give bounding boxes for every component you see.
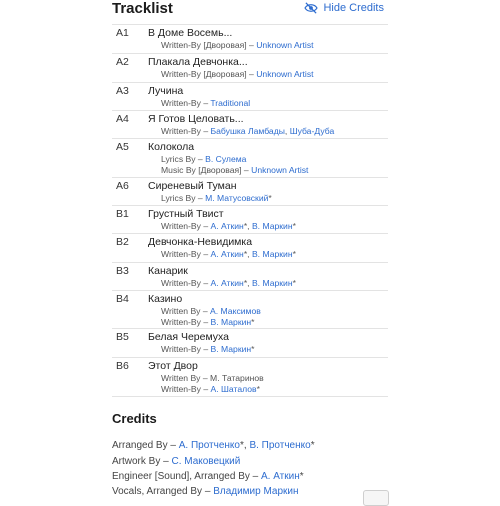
track-title: Белая Черемуха xyxy=(148,331,230,343)
artist-link[interactable]: В. Сулема xyxy=(205,154,247,164)
name-variation-star: * xyxy=(243,221,248,231)
credit-role: Written-By [Дворовая] – xyxy=(161,40,254,50)
eye-slash-icon xyxy=(304,2,318,14)
artist-link[interactable]: В. Маркин xyxy=(210,344,252,354)
track-credit xyxy=(161,69,314,79)
artist-link[interactable]: А. Максимов xyxy=(210,306,261,316)
name-separator: , xyxy=(247,249,250,259)
track-position: A2 xyxy=(116,56,129,68)
track-position: A5 xyxy=(116,141,129,153)
track-position: B1 xyxy=(116,208,129,220)
track-list xyxy=(112,24,388,397)
hide-credits-button[interactable] xyxy=(304,2,384,14)
tracklist-panel xyxy=(112,0,388,397)
track-title: Девчонка-Невидимка xyxy=(148,236,253,248)
track-row xyxy=(112,138,388,177)
artist-link[interactable]: В. Маркин xyxy=(251,249,293,259)
name-variation-star: * xyxy=(243,249,248,259)
track-title: Этот Двор xyxy=(148,360,198,372)
track-row xyxy=(112,233,388,262)
track-credit xyxy=(161,384,260,394)
name-separator: , xyxy=(243,440,247,451)
track-row xyxy=(112,328,388,357)
track-credit xyxy=(161,344,255,354)
artist-link[interactable]: Владимир Маркин xyxy=(213,486,299,497)
track-position: B3 xyxy=(116,265,129,277)
track-row xyxy=(112,177,388,205)
track-credit xyxy=(161,278,296,288)
credit-role: Lyrics By – xyxy=(161,154,203,164)
name-variation-star: * xyxy=(292,221,296,231)
track-title: Сиреневый Туман xyxy=(148,180,237,192)
track-title: Грустный Твист xyxy=(148,208,224,220)
credit-role: Written-By – xyxy=(161,98,209,108)
credit-role: Artwork By – xyxy=(112,456,169,467)
track-credit xyxy=(161,40,314,50)
artist-link[interactable]: А. Протченко xyxy=(178,440,240,451)
credit-role: Written By – xyxy=(161,306,208,316)
artist-link[interactable]: В. Маркин xyxy=(210,317,252,327)
artist-link[interactable]: В. Маркин xyxy=(251,278,293,288)
credit-line xyxy=(112,456,240,467)
track-credit xyxy=(161,306,261,316)
credit-line xyxy=(112,486,299,497)
track-position: A4 xyxy=(116,113,129,125)
credit-role: Written-By – xyxy=(161,278,209,288)
credit-role: Written-By – xyxy=(161,221,209,231)
name-separator: , xyxy=(247,278,250,288)
artist-link[interactable]: В. Маркин xyxy=(251,221,293,231)
credit-role: Written-By [Дворовая] – xyxy=(161,69,254,79)
track-credit xyxy=(161,249,296,259)
name-variation-star: * xyxy=(299,471,304,482)
track-position: A3 xyxy=(116,85,129,97)
artist-link[interactable]: М. Матусовский xyxy=(205,193,269,203)
track-title: Плакала Девчонка... xyxy=(148,56,248,68)
credit-role: Lyrics By – xyxy=(161,193,203,203)
credit-role: Written By – М. Татаринов xyxy=(161,373,264,383)
artist-link[interactable]: А. Аткин xyxy=(210,221,244,231)
credit-role: Written-By – xyxy=(161,384,209,394)
credit-role: Music By [Дворовая] – xyxy=(161,165,249,175)
name-variation-star: * xyxy=(251,317,255,327)
track-row xyxy=(112,262,388,290)
track-list-bottom-divider xyxy=(112,396,388,397)
artist-link[interactable]: Unknown Artist xyxy=(256,69,314,79)
name-variation-star: * xyxy=(292,278,296,288)
track-position: B5 xyxy=(116,331,129,343)
track-row xyxy=(112,82,388,110)
track-credit xyxy=(161,126,334,136)
name-variation-star: * xyxy=(243,278,248,288)
credit-role: Vocals, Arranged By – xyxy=(112,486,211,497)
artist-link[interactable]: Бабушка Ламбады xyxy=(210,126,285,136)
name-separator: , xyxy=(284,126,288,136)
track-credit xyxy=(161,317,255,327)
artist-link[interactable]: А. Аткин xyxy=(210,278,244,288)
tracklist-title: Tracklist xyxy=(112,0,173,17)
name-variation-star: * xyxy=(239,440,244,451)
track-title: Колокола xyxy=(148,141,195,153)
track-row xyxy=(112,357,388,396)
credit-role: Written-By – xyxy=(161,317,209,327)
track-title: Я Готов Целовать... xyxy=(148,113,244,125)
credits-title: Credits xyxy=(112,411,157,426)
name-variation-star: * xyxy=(292,249,296,259)
track-title: Канарик xyxy=(148,265,188,277)
credit-role: Written-By – xyxy=(161,344,209,354)
artist-link[interactable]: Unknown Artist xyxy=(251,165,309,175)
track-credit xyxy=(161,98,250,108)
track-credit xyxy=(161,165,308,175)
artist-link[interactable]: Traditional xyxy=(210,98,251,108)
credit-role: Written-By – xyxy=(161,126,209,136)
scroll-button[interactable] xyxy=(363,490,389,506)
artist-link[interactable]: А. Аткин xyxy=(261,471,300,482)
credit-line xyxy=(112,440,315,451)
track-title: Казино xyxy=(148,293,183,305)
tracklist-header xyxy=(112,0,388,24)
track-position: A6 xyxy=(116,180,129,192)
track-credit xyxy=(161,373,264,383)
name-variation-star: * xyxy=(310,440,315,451)
track-title: В Доме Восемь... xyxy=(148,27,233,39)
artist-link[interactable]: Шуба-Дуба xyxy=(289,126,335,136)
artist-link[interactable]: Unknown Artist xyxy=(256,40,314,50)
credit-role: Written-By – xyxy=(161,249,209,259)
name-variation-star: * xyxy=(251,344,255,354)
artist-link[interactable]: А. Аткин xyxy=(210,249,244,259)
track-position: B2 xyxy=(116,236,129,248)
track-row xyxy=(112,24,388,53)
track-row xyxy=(112,53,388,82)
artist-link[interactable]: А. Шаталов xyxy=(210,384,257,394)
track-credit xyxy=(161,193,272,203)
track-row xyxy=(112,290,388,328)
artist-link[interactable]: В. Протченко xyxy=(249,440,311,451)
track-position: A1 xyxy=(116,27,129,39)
track-row xyxy=(112,205,388,233)
track-row xyxy=(112,110,388,138)
name-variation-star: * xyxy=(268,193,272,203)
credit-role: Engineer [Sound], Arranged By – xyxy=(112,471,259,482)
credit-role: Arranged By – xyxy=(112,440,176,451)
track-credit xyxy=(161,154,246,164)
track-position: B4 xyxy=(116,293,129,305)
track-credit xyxy=(161,221,296,231)
artist-link[interactable]: С. Маковецкий xyxy=(171,456,241,467)
name-separator: , xyxy=(247,221,250,231)
credit-line xyxy=(112,471,304,482)
track-position: B6 xyxy=(116,360,129,372)
name-variation-star: * xyxy=(256,384,260,394)
track-title: Лучина xyxy=(148,85,184,97)
hide-credits-label: Hide Credits xyxy=(323,2,384,14)
